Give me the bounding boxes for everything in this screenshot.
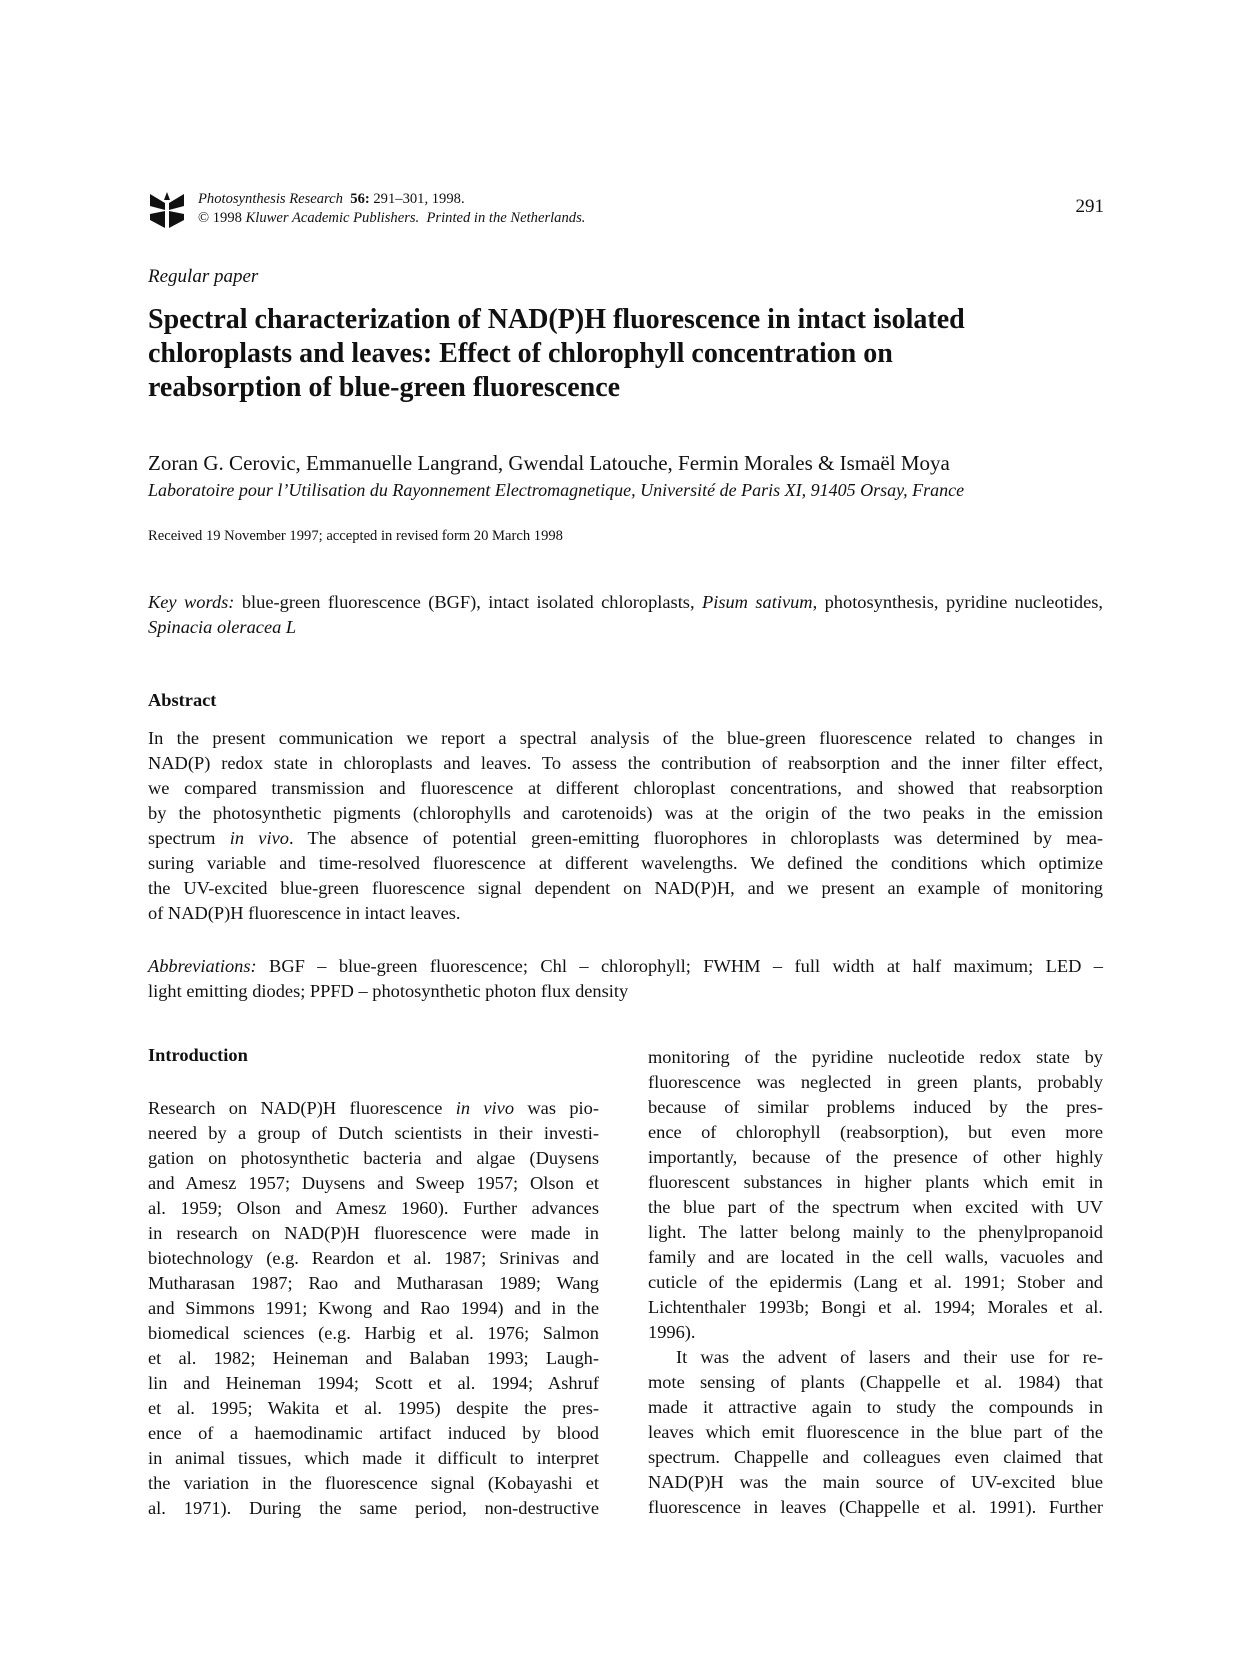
journal-citation xyxy=(198,190,898,209)
text-line: lin and Heineman 1994; Scott et al. 1994; Ashruf xyxy=(148,1373,599,1393)
abstract-line: suring variable and time-resolved fluorescence at different wavelengths. We defined the conditions which optimize xyxy=(148,853,1103,873)
text-line: and Simmons 1991; Kwong and Rao 1994) and in the xyxy=(148,1298,599,1318)
abbreviations-text: BGF – blue-green fluorescence; Chl – chlorophyll; FWHM – full width at half maximum; LED – xyxy=(256,956,1103,976)
journal-volume: 56: xyxy=(350,191,370,207)
text-line: It was the advent of lasers and their use for re- xyxy=(676,1347,1103,1367)
introduction-heading: Introduction xyxy=(148,1045,248,1065)
copyright-year: © 1998 xyxy=(198,210,246,226)
text-line: importantly, because of the presence of other highly xyxy=(648,1147,1103,1167)
text-line: et al. 1982; Heineman and Balaban 1993; Laugh- xyxy=(148,1348,599,1368)
text-line: in animal tissues, which made it difficult to interpret xyxy=(148,1448,599,1468)
text-line: in research on NAD(P)H fluorescence were made in xyxy=(148,1223,599,1243)
abbreviations-label: Abbreviations: xyxy=(148,956,257,976)
text-line: ence of chlorophyll (reabsorption), but even more xyxy=(648,1122,1103,1142)
text-italic: in vivo xyxy=(455,1098,515,1118)
text-line: the variation in the fluorescence signal (Kobayashi et xyxy=(148,1473,599,1493)
text-line: ence of a haemodinamic artifact induced by blood xyxy=(148,1423,599,1443)
abstract-text: spectrum xyxy=(148,828,230,848)
copyright-line xyxy=(198,209,898,228)
paper-title xyxy=(148,303,1108,405)
abstract-line: the UV-excited blue-green fluorescence signal dependent on NAD(P)H, and we present an example of monitoring xyxy=(148,878,1103,898)
text-line: light. The latter belong mainly to the phenylpropanoid xyxy=(648,1222,1103,1242)
text-line: Lichtenthaler 1993b; Bongi et al. 1994; Morales et al. xyxy=(648,1297,1103,1317)
text-line: mote sensing of plants (Chappelle et al. 1984) that xyxy=(648,1372,1103,1392)
text-line: gation on photosynthetic bacteria and algae (Duysens xyxy=(148,1148,599,1168)
text-line: al. 1971). During the same period, non-destructive xyxy=(148,1498,599,1518)
keyword-pisum: Pisum sativum xyxy=(701,592,813,612)
abstract-line: we compared transmission and fluorescence at different chloroplast concentrations, and showed that reabsorption xyxy=(148,778,1103,798)
page-number: 291 xyxy=(1075,196,1104,217)
text-run: Research on NAD(P)H fluorescence xyxy=(148,1098,456,1118)
abstract-line: NAD(P) redox state in chloroplasts and leaves. To assess the contribution of reabsorption and the inner filter effect, xyxy=(148,753,1103,773)
title-line: Spectral characterization of NAD(P)H fluorescence in intact isolated xyxy=(148,304,965,335)
text-line: et al. 1995; Wakita et al. 1995) despite the pres- xyxy=(148,1398,599,1418)
abbreviations-line: light emitting diodes; PPFD – photosynthetic photon flux density xyxy=(148,981,629,1001)
abstract-line: by the photosynthetic pigments (chlorophylls and carotenoids) was at the origin of the two peaks in the emission xyxy=(148,803,1103,823)
text-line: biomedical sciences (e.g. Harbig et al. 1976; Salmon xyxy=(148,1323,599,1343)
keywords-label: Key words: xyxy=(148,592,235,612)
publisher-name: Kluwer Academic Publishers. xyxy=(245,210,420,226)
text-line: monitoring of the pyridine nucleotide redox state by xyxy=(648,1047,1103,1067)
abstract-line: of NAD(P)H fluorescence in intact leaves. xyxy=(148,903,461,923)
abstract-text: . The absence of potential green-emitting fluorophores in chloroplasts was determined by mea- xyxy=(288,828,1103,848)
printed-location: Printed in the Netherlands. xyxy=(419,210,586,226)
text-line xyxy=(148,1096,599,1121)
author-list: Zoran G. Cerovic, Emmanuelle Langrand, Gwendal Latouche, Fermin Morales & Ismaël Moya xyxy=(148,451,950,475)
abbreviations xyxy=(148,954,1103,1004)
keywords xyxy=(148,590,1103,640)
abstract-body xyxy=(148,726,1103,926)
text-line: the blue part of the spectrum when excited with UV xyxy=(648,1197,1103,1217)
text-line: family and are located in the cell walls, vacuoles and xyxy=(648,1247,1103,1267)
publisher-logo-icon xyxy=(148,190,186,232)
abstract-heading: Abstract xyxy=(148,690,217,710)
received-dates: Received 19 November 1997; accepted in revised form 20 March 1998 xyxy=(148,528,563,544)
affiliation: Laboratoire pour l’Utilisation du Rayonnement Electromagnetique, Université de Paris XI, 91405 Orsay, France xyxy=(148,480,965,500)
text-line: spectrum. Chappelle and colleagues even claimed that xyxy=(648,1447,1103,1467)
text-line: cuticle of the epidermis (Lang et al. 1991; Stober and xyxy=(648,1272,1103,1292)
text-line: fluorescence in leaves (Chappelle et al. 1991). Further xyxy=(648,1497,1103,1517)
intro-column-left xyxy=(148,1096,599,1521)
keywords-text: , photosynthesis, pyridine nucleotides, xyxy=(812,592,1103,612)
text-line: biotechnology (e.g. Reardon et al. 1987; Srinivas and xyxy=(148,1248,599,1268)
abstract-line xyxy=(148,826,1103,851)
text-line: made it attractive again to study the compounds in xyxy=(648,1397,1103,1417)
abstract-line: In the present communication we report a spectral analysis of the blue-green fluorescence related to changes in xyxy=(148,728,1103,748)
title-line: reabsorption of blue-green fluorescence xyxy=(148,372,621,403)
keywords-text: blue-green fluorescence (BGF), intact isolated chloroplasts, xyxy=(234,592,702,612)
paper-type: Regular paper xyxy=(148,266,259,287)
intro-column-right xyxy=(648,1045,1103,1520)
abstract-italic: in vivo xyxy=(229,828,289,848)
text-line: 1996). xyxy=(648,1322,696,1342)
text-run: was pio- xyxy=(514,1098,599,1118)
title-line: chloroplasts and leaves: Effect of chlorophyll concentration on xyxy=(148,338,893,369)
journal-name: Photosynthesis Research xyxy=(198,191,343,207)
text-line: Mutharasan 1987; Rao and Mutharasan 1989; Wang xyxy=(148,1273,599,1293)
text-line: al. 1959; Olson and Amesz 1960). Further advances xyxy=(148,1198,599,1218)
text-line: and Amesz 1957; Duysens and Sweep 1957; Olson et xyxy=(148,1173,599,1193)
text-line: neered by a group of Dutch scientists in their investi- xyxy=(148,1123,599,1143)
keyword-spinacia: Spinacia oleracea L xyxy=(148,617,297,637)
text-line: leaves which emit fluorescence in the blue part of the xyxy=(648,1422,1103,1442)
abbreviations-line xyxy=(148,954,1103,979)
text-line: fluorescence was neglected in green plants, probably xyxy=(648,1072,1103,1092)
text-line: NAD(P)H was the main source of UV-excited blue xyxy=(648,1472,1103,1492)
text-line: because of similar problems induced by the pres- xyxy=(648,1097,1103,1117)
text-line: fluorescent substances in higher plants which emit in xyxy=(648,1172,1103,1192)
journal-pages-year: 291–301, 1998. xyxy=(369,191,465,207)
